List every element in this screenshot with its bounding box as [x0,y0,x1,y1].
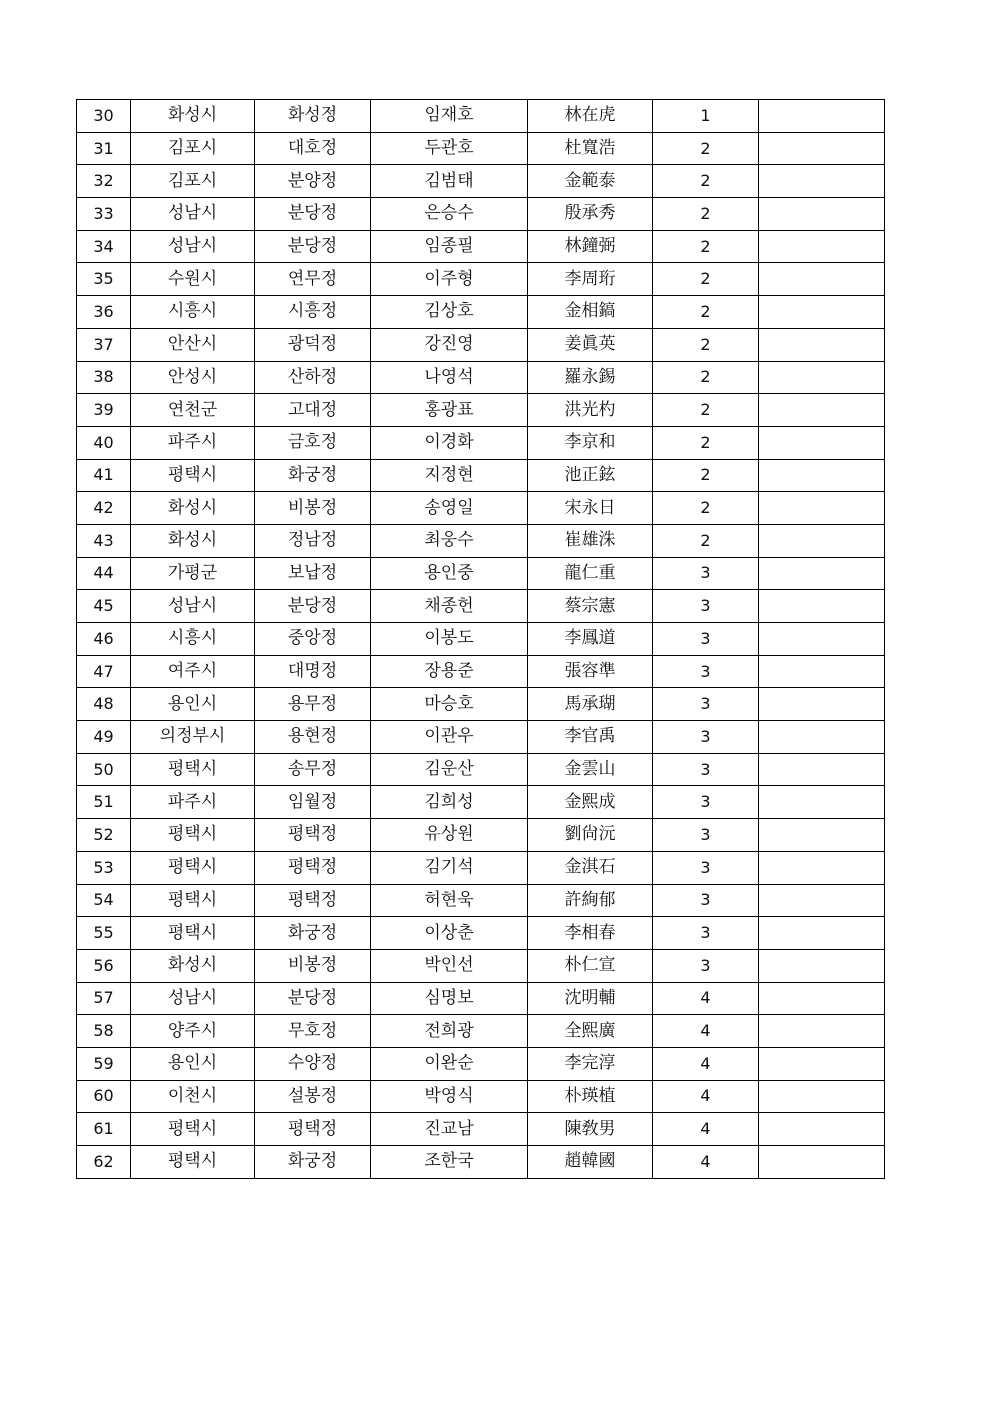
grade-cell: 3 [653,623,759,656]
grade-cell: 1 [653,100,759,133]
city-cell: 가평군 [131,557,255,590]
hanja-name-cell: 朴瑛植 [528,1080,653,1113]
city-cell: 파주시 [131,426,255,459]
hanja-name-cell: 池正鉉 [528,459,653,492]
hanja-name-cell: 金相鎬 [528,296,653,329]
name-cell: 김희성 [371,786,528,819]
table-row [77,230,885,263]
table-row [77,1015,885,1048]
archery-club-cell: 시흥정 [255,296,371,329]
archery-club-cell: 송무정 [255,753,371,786]
name-cell: 전희광 [371,1015,528,1048]
grade-cell: 2 [653,198,759,231]
note-cell [759,328,885,361]
row-number: 39 [77,394,131,427]
hanja-name-cell: 蔡宗憲 [528,590,653,623]
note-cell [759,361,885,394]
note-cell [759,851,885,884]
city-cell: 성남시 [131,230,255,263]
roster-body [77,100,885,1179]
archery-club-cell: 비봉정 [255,949,371,982]
note-cell [759,296,885,329]
note-cell [759,459,885,492]
name-cell: 이경화 [371,426,528,459]
hanja-name-cell: 金雲山 [528,753,653,786]
name-cell: 임종필 [371,230,528,263]
row-number: 44 [77,557,131,590]
table-row [77,753,885,786]
note-cell [759,786,885,819]
city-cell: 평택시 [131,459,255,492]
grade-cell: 4 [653,1047,759,1080]
note-cell [759,426,885,459]
note-cell [759,949,885,982]
archery-club-cell: 평택정 [255,851,371,884]
note-cell [759,394,885,427]
city-cell: 양주시 [131,1015,255,1048]
row-number: 56 [77,949,131,982]
hanja-name-cell: 龍仁重 [528,557,653,590]
name-cell: 이주형 [371,263,528,296]
city-cell: 화성시 [131,100,255,133]
archery-club-cell: 화궁정 [255,1146,371,1179]
note-cell [759,623,885,656]
name-cell: 박인선 [371,949,528,982]
city-cell: 평택시 [131,884,255,917]
archery-club-cell: 평택정 [255,1113,371,1146]
row-number: 50 [77,753,131,786]
grade-cell: 4 [653,1113,759,1146]
city-cell: 평택시 [131,753,255,786]
archery-club-cell: 평택정 [255,819,371,852]
name-cell: 김기석 [371,851,528,884]
city-cell: 성남시 [131,198,255,231]
row-number: 42 [77,492,131,525]
grade-cell: 3 [653,753,759,786]
table-row [77,165,885,198]
hanja-name-cell: 許絢郁 [528,884,653,917]
hanja-name-cell: 李官禹 [528,721,653,754]
row-number: 54 [77,884,131,917]
city-cell: 수원시 [131,263,255,296]
row-number: 36 [77,296,131,329]
grade-cell: 4 [653,1146,759,1179]
row-number: 45 [77,590,131,623]
city-cell: 성남시 [131,982,255,1015]
grade-cell: 2 [653,426,759,459]
city-cell: 화성시 [131,524,255,557]
grade-cell: 4 [653,1015,759,1048]
grade-cell: 3 [653,590,759,623]
city-cell: 평택시 [131,1113,255,1146]
archery-club-cell: 대호정 [255,132,371,165]
grade-cell: 2 [653,328,759,361]
grade-cell: 2 [653,459,759,492]
note-cell [759,884,885,917]
hanja-name-cell: 姜眞英 [528,328,653,361]
table-row [77,361,885,394]
row-number: 47 [77,655,131,688]
archery-club-cell: 중앙정 [255,623,371,656]
table-row [77,394,885,427]
note-cell [759,263,885,296]
note-cell [759,917,885,950]
hanja-name-cell: 林鐘弼 [528,230,653,263]
city-cell: 여주시 [131,655,255,688]
city-cell: 연천군 [131,394,255,427]
city-cell: 평택시 [131,819,255,852]
table-row [77,263,885,296]
name-cell: 이봉도 [371,623,528,656]
row-number: 34 [77,230,131,263]
name-cell: 장용준 [371,655,528,688]
note-cell [759,1113,885,1146]
hanja-name-cell: 金熙成 [528,786,653,819]
table-row [77,655,885,688]
row-number: 46 [77,623,131,656]
table-row [77,982,885,1015]
archery-club-cell: 화성정 [255,100,371,133]
archery-club-cell: 광덕정 [255,328,371,361]
row-number: 60 [77,1080,131,1113]
table-row [77,426,885,459]
note-cell [759,132,885,165]
table-row [77,328,885,361]
row-number: 55 [77,917,131,950]
name-cell: 이상춘 [371,917,528,950]
note-cell [759,590,885,623]
city-cell: 안성시 [131,361,255,394]
hanja-name-cell: 沈明輔 [528,982,653,1015]
name-cell: 최웅수 [371,524,528,557]
member-roster-table [76,99,885,1179]
city-cell: 성남시 [131,590,255,623]
grade-cell: 3 [653,851,759,884]
row-number: 43 [77,524,131,557]
archery-club-cell: 분당정 [255,198,371,231]
name-cell: 나영석 [371,361,528,394]
table-row [77,132,885,165]
hanja-name-cell: 宋永日 [528,492,653,525]
archery-club-cell: 분당정 [255,982,371,1015]
archery-club-cell: 비봉정 [255,492,371,525]
archery-club-cell: 평택정 [255,884,371,917]
row-number: 52 [77,819,131,852]
archery-club-cell: 설봉정 [255,1080,371,1113]
grade-cell: 2 [653,492,759,525]
hanja-name-cell: 李周珩 [528,263,653,296]
row-number: 31 [77,132,131,165]
grade-cell: 3 [653,917,759,950]
table-row [77,721,885,754]
table-row [77,524,885,557]
table-row [77,100,885,133]
name-cell: 박영식 [371,1080,528,1113]
table-row [77,1146,885,1179]
archery-club-cell: 산하정 [255,361,371,394]
grade-cell: 3 [653,688,759,721]
hanja-name-cell: 崔雄洙 [528,524,653,557]
table-row [77,786,885,819]
note-cell [759,492,885,525]
name-cell: 김상호 [371,296,528,329]
grade-cell: 4 [653,982,759,1015]
row-number: 61 [77,1113,131,1146]
city-cell: 화성시 [131,492,255,525]
table-row [77,851,885,884]
archery-club-cell: 보납정 [255,557,371,590]
hanja-name-cell: 馬承瑚 [528,688,653,721]
row-number: 48 [77,688,131,721]
archery-club-cell: 화궁정 [255,459,371,492]
hanja-name-cell: 金淇石 [528,851,653,884]
hanja-name-cell: 杜寬浩 [528,132,653,165]
archery-club-cell: 정남정 [255,524,371,557]
table-row [77,884,885,917]
archery-club-cell: 분당정 [255,230,371,263]
row-number: 37 [77,328,131,361]
archery-club-cell: 무호정 [255,1015,371,1048]
note-cell [759,524,885,557]
name-cell: 임재호 [371,100,528,133]
name-cell: 김운산 [371,753,528,786]
hanja-name-cell: 李京和 [528,426,653,459]
hanja-name-cell: 劉尙沅 [528,819,653,852]
archery-club-cell: 용현정 [255,721,371,754]
grade-cell: 3 [653,655,759,688]
row-number: 40 [77,426,131,459]
table-row [77,623,885,656]
name-cell: 송영일 [371,492,528,525]
city-cell: 용인시 [131,688,255,721]
name-cell: 은승수 [371,198,528,231]
archery-club-cell: 금호정 [255,426,371,459]
archery-club-cell: 수양정 [255,1047,371,1080]
table-row [77,688,885,721]
note-cell [759,688,885,721]
note-cell [759,1080,885,1113]
grade-cell: 2 [653,361,759,394]
city-cell: 화성시 [131,949,255,982]
grade-cell: 3 [653,557,759,590]
hanja-name-cell: 羅永錫 [528,361,653,394]
table-row [77,198,885,231]
row-number: 51 [77,786,131,819]
name-cell: 심명보 [371,982,528,1015]
note-cell [759,1146,885,1179]
table-row [77,1113,885,1146]
city-cell: 안산시 [131,328,255,361]
grade-cell: 2 [653,263,759,296]
table-row [77,459,885,492]
table-row [77,819,885,852]
grade-cell: 4 [653,1080,759,1113]
row-number: 38 [77,361,131,394]
note-cell [759,819,885,852]
grade-cell: 2 [653,296,759,329]
grade-cell: 3 [653,819,759,852]
row-number: 32 [77,165,131,198]
name-cell: 용인중 [371,557,528,590]
hanja-name-cell: 陳敎男 [528,1113,653,1146]
grade-cell: 2 [653,230,759,263]
note-cell [759,557,885,590]
row-number: 30 [77,100,131,133]
row-number: 58 [77,1015,131,1048]
grade-cell: 3 [653,884,759,917]
note-cell [759,982,885,1015]
archery-club-cell: 용무정 [255,688,371,721]
archery-club-cell: 임월정 [255,786,371,819]
name-cell: 김범태 [371,165,528,198]
grade-cell: 2 [653,524,759,557]
table-row [77,590,885,623]
name-cell: 홍광표 [371,394,528,427]
city-cell: 김포시 [131,132,255,165]
hanja-name-cell: 李鳳道 [528,623,653,656]
row-number: 33 [77,198,131,231]
note-cell [759,753,885,786]
name-cell: 허현욱 [371,884,528,917]
note-cell [759,655,885,688]
hanja-name-cell: 殷承秀 [528,198,653,231]
city-cell: 평택시 [131,851,255,884]
name-cell: 두관호 [371,132,528,165]
hanja-name-cell: 金範泰 [528,165,653,198]
name-cell: 강진영 [371,328,528,361]
grade-cell: 3 [653,786,759,819]
city-cell: 시흥시 [131,623,255,656]
hanja-name-cell: 張容準 [528,655,653,688]
note-cell [759,721,885,754]
row-number: 59 [77,1047,131,1080]
row-number: 53 [77,851,131,884]
name-cell: 이완순 [371,1047,528,1080]
name-cell: 지정현 [371,459,528,492]
note-cell [759,1047,885,1080]
name-cell: 채종헌 [371,590,528,623]
city-cell: 시흥시 [131,296,255,329]
city-cell: 의정부시 [131,721,255,754]
row-number: 35 [77,263,131,296]
archery-club-cell: 화궁정 [255,917,371,950]
note-cell [759,1015,885,1048]
archery-club-cell: 대명정 [255,655,371,688]
hanja-name-cell: 朴仁宣 [528,949,653,982]
city-cell: 김포시 [131,165,255,198]
table-row [77,296,885,329]
table-row [77,917,885,950]
note-cell [759,165,885,198]
archery-club-cell: 연무정 [255,263,371,296]
table-row [77,1080,885,1113]
row-number: 62 [77,1146,131,1179]
name-cell: 마승호 [371,688,528,721]
name-cell: 유상원 [371,819,528,852]
city-cell: 이천시 [131,1080,255,1113]
archery-club-cell: 고대정 [255,394,371,427]
hanja-name-cell: 李完淳 [528,1047,653,1080]
grade-cell: 2 [653,165,759,198]
city-cell: 용인시 [131,1047,255,1080]
name-cell: 진교남 [371,1113,528,1146]
grade-cell: 2 [653,394,759,427]
table-row [77,949,885,982]
table-row [77,557,885,590]
archery-club-cell: 분당정 [255,590,371,623]
row-number: 57 [77,982,131,1015]
row-number: 49 [77,721,131,754]
row-number: 41 [77,459,131,492]
note-cell [759,198,885,231]
name-cell: 조한국 [371,1146,528,1179]
hanja-name-cell: 林在虎 [528,100,653,133]
grade-cell: 3 [653,721,759,754]
hanja-name-cell: 李相春 [528,917,653,950]
note-cell [759,230,885,263]
table-row [77,1047,885,1080]
hanja-name-cell: 趙韓國 [528,1146,653,1179]
hanja-name-cell: 全熙廣 [528,1015,653,1048]
grade-cell: 3 [653,949,759,982]
city-cell: 파주시 [131,786,255,819]
note-cell [759,100,885,133]
hanja-name-cell: 洪光杓 [528,394,653,427]
name-cell: 이관우 [371,721,528,754]
archery-club-cell: 분양정 [255,165,371,198]
table-row [77,492,885,525]
city-cell: 평택시 [131,917,255,950]
city-cell: 평택시 [131,1146,255,1179]
grade-cell: 2 [653,132,759,165]
